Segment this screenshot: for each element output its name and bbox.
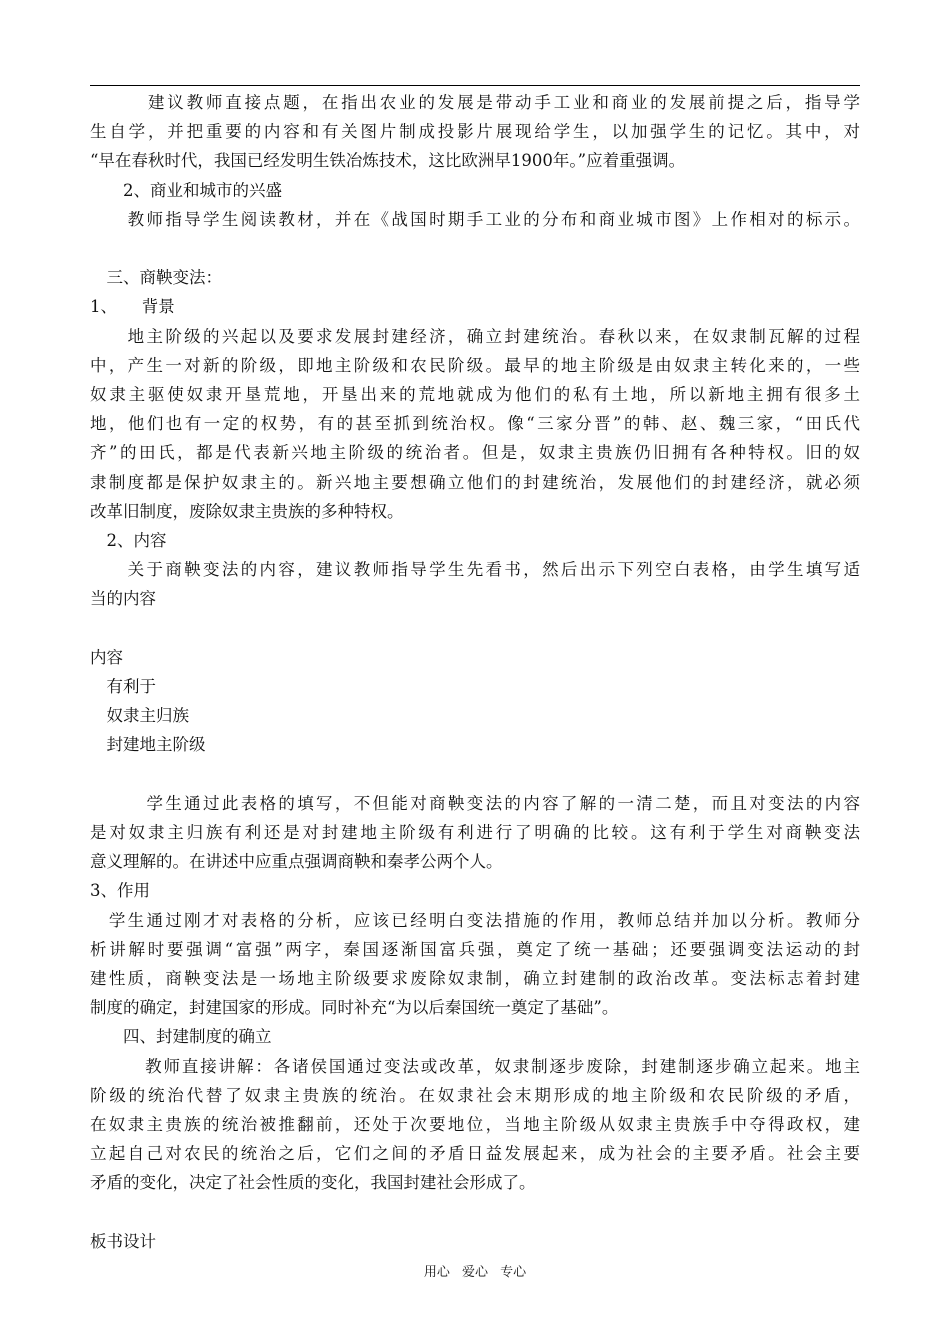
text-line: 封建地主阶级 (90, 735, 206, 755)
text-line: 内容 (90, 647, 123, 667)
text-line: 中，产生一对新的阶级，即地主阶级和农民阶级。最早的地主阶级是由奴隶主转化来的，一些 (90, 355, 860, 375)
text-line: 板书设计 (90, 1231, 156, 1251)
text-line: 奴隶主归族 (90, 706, 189, 726)
text-line: 生自学，并把重要的内容和有关图片制成投影片展现给学生，以加强学生的记忆。其中，对 (90, 122, 860, 142)
text-line: 析讲解时要强调“富强”两字，秦国逐渐国富兵强，奠定了统一基础；还要强调变法运动的封 (90, 939, 860, 959)
text-line: 三、商鞅变法： (90, 268, 222, 288)
text-line: 建性质，商鞅变法是一场地主阶级要求废除奴隶制，确立封建制的政治改革。变法标志着封建 (90, 969, 860, 988)
text-line: 2、内容 (90, 531, 167, 550)
text-line: 有利于 (90, 677, 156, 696)
text-line: 2、商业和城市的兴盛 (90, 180, 282, 200)
text-line: 教师指导学生阅读教材，并在《战国时期手工业的分布和商业城市图》上作相对的标示。 (90, 209, 860, 229)
text-line: 建议教师直接点题，在指出农业的发展是带动手工业和商业的发展前提之后，指导学 (90, 93, 860, 112)
text-line: 意义理解的。在讲述中应重点强调商鞅和秦孝公两个人。 (90, 852, 503, 872)
text-line: 关于商鞅变法的内容，建议教师指导学生先看书，然后出示下列空白表格，由学生填写适 (90, 560, 860, 580)
text-line: 齐”的田氏，都是代表新兴地主阶级的统治者。但是，奴隶主贵族仍旧拥有各种特权。旧的奴 (90, 443, 860, 463)
page-footer: 用心 爱心 专心 (423, 1265, 527, 1280)
text-line: 当的内容 (90, 589, 156, 609)
text-line: 学生通过刚才对表格的分析，应该已经明白变法措施的作用，教师总结并加以分析。教师分 (90, 910, 860, 930)
text-line: 教师直接讲解：各诸侯国通过变法或改革，奴隶制逐步废除，封建制逐步确立起来。地主 (90, 1056, 860, 1076)
text-line: 奴隶主驱使奴隶开垦荒地，开垦出来的荒地就成为他们的私有土地，所以新地主拥有很多土 (90, 385, 860, 404)
text-line: 制度的确定，封建国家的形成。同时补充“为以后秦国统一奠定了基础”。 (90, 998, 619, 1018)
text-line: 改革旧制度，废除奴隶主贵族的多种特权。 (90, 501, 404, 521)
text-line: 隶制度都是保护奴隶主的。新兴地主要想确立他们的封建统治，发展他们的封建经济，就必须 (90, 472, 860, 492)
text-line: 四、封建制度的确立 (90, 1027, 272, 1047)
header-rule (90, 85, 860, 86)
text-line: 在奴隶主贵族的统治被推翻前，还处于次要地位，当地主阶级从奴隶主贵族手中夺得政权，建 (90, 1115, 860, 1134)
text-line: “早在春秋时代，我国已经发明生铁冶炼技术，这比欧洲早1900年。”应着重强调。 (90, 151, 686, 171)
text-line: 矛盾的变化，决定了社会性质的变化，我国封建社会形成了。 (90, 1173, 536, 1193)
text-line: 是对奴隶主归族有利还是对封建地主阶级有利进行了明确的比较。这有利于学生对商鞅变法 (90, 823, 860, 842)
text-line: 1、 背景 (90, 297, 175, 317)
text-line: 地，他们也有一定的权势，有的甚至抓到统治权。像“三家分晋”的韩、赵、魏三家，“田氏代 (90, 414, 860, 434)
text-line: 立起自己对农民的统治之后，它们之间的矛盾日益发展起来，成为社会的主要矛盾。社会主要 (90, 1144, 860, 1164)
text-line: 阶级的统治代替了奴隶主贵族的统治。在奴隶社会末期形成的地主阶级和农民阶级的矛盾， (90, 1085, 860, 1105)
text-line: 3、作用 (90, 881, 150, 901)
text-line: 地主阶级的兴起以及要求发展封建经济，确立封建统治。春秋以来，在奴隶制瓦解的过程 (90, 326, 860, 346)
text-line: 学生通过此表格的填写，不但能对商鞅变法的内容了解的一清二楚，而且对变法的内容 (90, 793, 860, 813)
